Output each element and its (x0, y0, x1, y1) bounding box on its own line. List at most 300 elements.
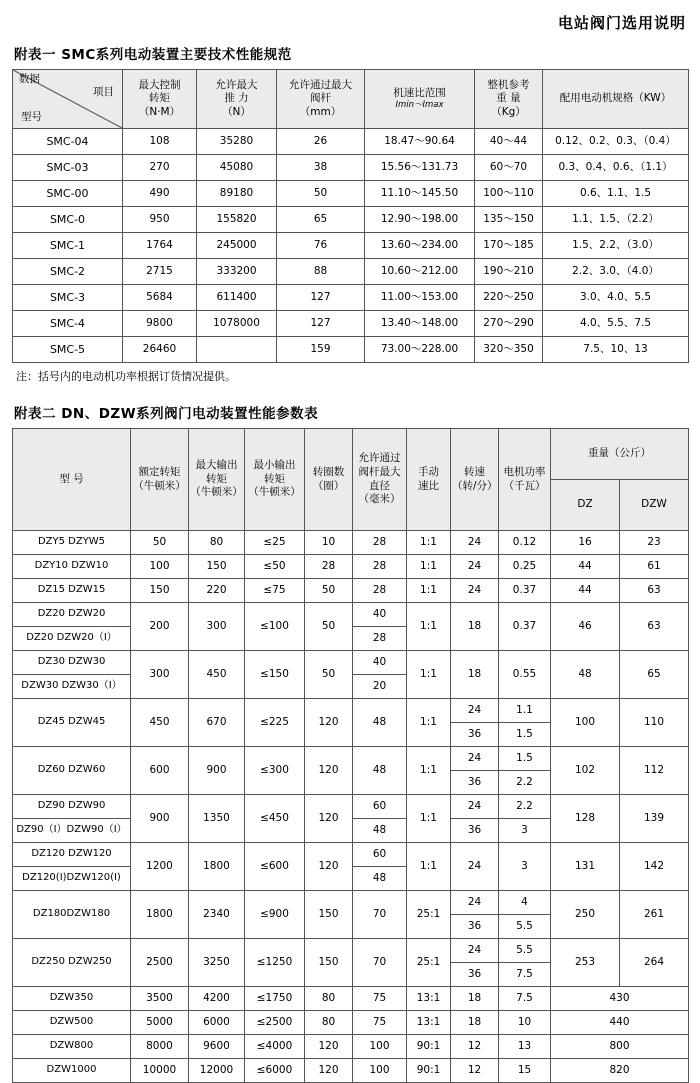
table-row (13, 939, 689, 963)
table2-header-row (13, 429, 689, 480)
cell-stem: 40 (353, 651, 407, 675)
cell-weight: 60～70 (475, 155, 543, 181)
cell-turns: 120 (305, 699, 353, 747)
cell-weight-dz: 44 (551, 555, 620, 579)
cell-weight-dzw: 65 (620, 651, 689, 699)
cell-min-out: ≤4000 (245, 1035, 305, 1059)
table1-caption: 附表一 SMC系列电动装置主要技术性能规范 (14, 47, 292, 63)
cell-power: 1.5 (499, 747, 551, 771)
cell-weight-dzw: 61 (620, 555, 689, 579)
cell-stem: 100 (353, 1059, 407, 1083)
cell-weight-dz: 128 (551, 795, 620, 843)
cell-model: DZW1000 (13, 1059, 131, 1083)
cell-power: 7.5 (499, 963, 551, 987)
cell-turns: 50 (305, 603, 353, 651)
header-line: 允许通过最大 (289, 78, 352, 91)
cell-manual: 90:1 (407, 1035, 451, 1059)
cell-model: DZ30 DZW30 (13, 651, 131, 675)
cell-model-variant: DZW30 DZW30（Ⅰ） (13, 675, 131, 699)
cell-model: SMC-5 (13, 337, 123, 363)
cell-max-out: 670 (189, 699, 245, 747)
table-row (13, 843, 689, 867)
cell-motor: 7.5、10、13 (543, 337, 689, 363)
table-row (13, 285, 689, 311)
cell-motor: 0.6、1.1、1.5 (543, 181, 689, 207)
cell-rated: 900 (131, 795, 189, 843)
cell-weight-dz: 131 (551, 843, 620, 891)
cell-rated: 1800 (131, 891, 189, 939)
cell-turns: 150 (305, 939, 353, 987)
cell-model-variant: DZ90（Ⅰ）DZW90（Ⅰ） (13, 819, 131, 843)
cell-min-out: ≤150 (245, 651, 305, 699)
cell-turns: 28 (305, 555, 353, 579)
cell-speed: 12 (451, 1059, 499, 1083)
table-row (13, 181, 689, 207)
cell-model: SMC-3 (13, 285, 123, 311)
cell-weight-dz: 16 (551, 531, 620, 555)
cell-model: DZW500 (13, 1011, 131, 1035)
cell-rated: 3500 (131, 987, 189, 1011)
cell-weight-dz: 46 (551, 603, 620, 651)
cell-model: DZ90 DZW90 (13, 795, 131, 819)
cell-speed: 12 (451, 1035, 499, 1059)
cell-max-out: 900 (189, 747, 245, 795)
cell-stem: 38 (277, 155, 365, 181)
header-line: （N·M） (138, 105, 181, 118)
cell-motor: 2.2、3.0、（4.0） (543, 259, 689, 285)
table2-col-min-output (245, 429, 305, 531)
cell-stem: 75 (353, 987, 407, 1011)
cell-power: 0.55 (499, 651, 551, 699)
cell-speed: 24 (451, 531, 499, 555)
corner-data-label: 数据 (19, 73, 40, 85)
cell-power: 15 (499, 1059, 551, 1083)
table1-col-weight (475, 70, 543, 129)
header-line: 阀杆最大 (358, 465, 401, 478)
cell-stem: 48 (353, 699, 407, 747)
cell-weight: 40～44 (475, 129, 543, 155)
cell-model: DZW800 (13, 1035, 131, 1059)
cell-speed: 10.60～212.00 (365, 259, 475, 285)
cell-model: DZW350 (13, 987, 131, 1011)
cell-speed: 36 (451, 771, 499, 795)
table-row (13, 651, 689, 675)
cell-thrust: 155820 (197, 207, 277, 233)
cell-thrust: 333200 (197, 259, 277, 285)
cell-weight-dz: 44 (551, 579, 620, 603)
cell-turns: 50 (305, 651, 353, 699)
cell-weight-dzw: 23 (620, 531, 689, 555)
cell-power: 3 (499, 843, 551, 891)
header-line: 直径 (369, 479, 390, 492)
cell-min-out: ≤6000 (245, 1059, 305, 1083)
cell-manual: 1:1 (407, 747, 451, 795)
cell-min-out: ≤900 (245, 891, 305, 939)
header-line: 推 力 (224, 92, 249, 105)
cell-rated: 100 (131, 555, 189, 579)
header-line: 电机功率 (503, 465, 546, 478)
cell-max-out: 9600 (189, 1035, 245, 1059)
cell-weight: 170～185 (475, 233, 543, 259)
cell-torque: 490 (123, 181, 197, 207)
cell-manual: 1:1 (407, 795, 451, 843)
cell-motor: 4.0、5.5、7.5 (543, 311, 689, 337)
cell-speed: 13.60～234.00 (365, 233, 475, 259)
cell-stem: 100 (353, 1035, 407, 1059)
cell-thrust: 611400 (197, 285, 277, 311)
cell-weight-dz: 253 (551, 939, 620, 987)
header-line: 最大控制 (138, 78, 181, 91)
cell-min-out: ≤1750 (245, 987, 305, 1011)
cell-max-out: 12000 (189, 1059, 245, 1083)
table-row (13, 1011, 689, 1035)
table-row (13, 155, 689, 181)
cell-power: 13 (499, 1035, 551, 1059)
cell-manual: 1:1 (407, 843, 451, 891)
cell-model: DZY5 DZYW5 (13, 531, 131, 555)
cell-rated: 600 (131, 747, 189, 795)
cell-max-out: 4200 (189, 987, 245, 1011)
cell-speed: 12.90～198.00 (365, 207, 475, 233)
table1-col-thrust (197, 70, 277, 129)
table-row (13, 129, 689, 155)
cell-torque: 108 (123, 129, 197, 155)
table-row (13, 259, 689, 285)
cell-min-out: ≤75 (245, 579, 305, 603)
cell-speed: 36 (451, 915, 499, 939)
header-line: （千瓦） (503, 479, 546, 492)
cell-max-out: 300 (189, 603, 245, 651)
cell-model-variant: DZ20 DZW20（Ⅰ） (13, 627, 131, 651)
cell-turns: 80 (305, 987, 353, 1011)
table2-col-speed (451, 429, 499, 531)
table1-col-speed (365, 70, 475, 129)
header-line: 允许通过 (358, 452, 401, 465)
table2-col-rated-torque (131, 429, 189, 531)
cell-model: SMC-04 (13, 129, 123, 155)
cell-speed: 18 (451, 1011, 499, 1035)
cell-torque: 9800 (123, 311, 197, 337)
cell-speed: 18 (451, 987, 499, 1011)
cell-weight-combined: 440 (551, 1011, 689, 1035)
cell-torque: 270 (123, 155, 197, 181)
cell-power: 0.37 (499, 603, 551, 651)
header-line: 配用电动机规格（KW） (559, 92, 672, 105)
cell-weight: 220～250 (475, 285, 543, 311)
cell-stem: 48 (353, 747, 407, 795)
cell-stem: 127 (277, 285, 365, 311)
cell-torque: 5684 (123, 285, 197, 311)
table-row (13, 233, 689, 259)
header-line: 转圈数 (312, 465, 345, 478)
cell-speed: 36 (451, 963, 499, 987)
table-dz-dzw-params (12, 428, 689, 1083)
header-line: 阀杆 (310, 92, 331, 105)
cell-manual: 25:1 (407, 891, 451, 939)
table1-note: 注：括号内的电动机功率根据订货情况提供。 (16, 370, 236, 383)
cell-speed: 24 (451, 555, 499, 579)
table-row (13, 579, 689, 603)
table2-col-stem (353, 429, 407, 531)
table1-body (13, 129, 689, 363)
header-line: 转矩 (264, 472, 285, 485)
cell-weight-dz: 250 (551, 891, 620, 939)
cell-stem: 70 (353, 939, 407, 987)
cell-rated: 5000 (131, 1011, 189, 1035)
header-line: （转/分） (452, 479, 498, 492)
table2-body (13, 531, 689, 1083)
cell-rated: 300 (131, 651, 189, 699)
cell-speed: 24 (451, 795, 499, 819)
cell-weight-dzw: 112 (620, 747, 689, 795)
corner-item-label: 项目 (93, 86, 114, 98)
table-smc-specs (12, 69, 689, 363)
cell-stem: 48 (353, 867, 407, 891)
cell-stem: 28 (353, 579, 407, 603)
cell-stem: 28 (353, 555, 407, 579)
cell-min-out: ≤600 (245, 843, 305, 891)
table-row (13, 1059, 689, 1083)
document-header: 电站阀门选用说明 (557, 14, 686, 32)
table-row (13, 207, 689, 233)
header-line: 转矩 (149, 92, 170, 105)
cell-rated: 8000 (131, 1035, 189, 1059)
cell-model: SMC-2 (13, 259, 123, 285)
cell-torque: 1764 (123, 233, 197, 259)
cell-weight: 190～210 (475, 259, 543, 285)
cell-manual: 90:1 (407, 1059, 451, 1083)
cell-power: 0.25 (499, 555, 551, 579)
cell-stem: 48 (353, 819, 407, 843)
cell-power: 5.5 (499, 939, 551, 963)
cell-stem: 75 (353, 1011, 407, 1035)
table1-col-motor (543, 70, 689, 129)
cell-thrust: 1078000 (197, 311, 277, 337)
cell-min-out: ≤25 (245, 531, 305, 555)
header-line: 最大输出 (195, 459, 238, 472)
cell-weight-dzw: 63 (620, 579, 689, 603)
cell-manual: 1:1 (407, 579, 451, 603)
cell-thrust: 245000 (197, 233, 277, 259)
cell-power: 7.5 (499, 987, 551, 1011)
table2-col-turns (305, 429, 353, 531)
cell-power: 2.2 (499, 795, 551, 819)
cell-stem: 65 (277, 207, 365, 233)
cell-motor: 0.3、0.4、0.6、（1.1） (543, 155, 689, 181)
cell-manual: 25:1 (407, 939, 451, 987)
cell-turns: 80 (305, 1011, 353, 1035)
cell-max-out: 2340 (189, 891, 245, 939)
table-row (13, 987, 689, 1011)
table1-col-stem (277, 70, 365, 129)
cell-max-out: 80 (189, 531, 245, 555)
cell-stem: 60 (353, 843, 407, 867)
cell-motor: 1.5、2.2、（3.0） (543, 233, 689, 259)
cell-power: 10 (499, 1011, 551, 1035)
cell-stem: 26 (277, 129, 365, 155)
cell-speed: 36 (451, 819, 499, 843)
cell-speed: 24 (451, 699, 499, 723)
table1-header-row (13, 70, 689, 129)
cell-stem: 40 (353, 603, 407, 627)
cell-stem: 70 (353, 891, 407, 939)
cell-model: SMC-03 (13, 155, 123, 181)
header-line: （牛顿米） (190, 486, 243, 499)
cell-model: DZY10 DZW10 (13, 555, 131, 579)
cell-torque: 950 (123, 207, 197, 233)
cell-max-out: 1350 (189, 795, 245, 843)
cell-model: DZ60 DZW60 (13, 747, 131, 795)
header-line: 额定转矩 (138, 465, 181, 478)
header-line: （毫米） (358, 493, 401, 506)
cell-manual: 13:1 (407, 987, 451, 1011)
cell-rated: 50 (131, 531, 189, 555)
cell-power: 0.37 (499, 579, 551, 603)
cell-model: DZ45 DZW45 (13, 699, 131, 747)
cell-manual: 1:1 (407, 699, 451, 747)
cell-stem: 60 (353, 795, 407, 819)
cell-thrust: 35280 (197, 129, 277, 155)
cell-stem: 20 (353, 675, 407, 699)
header-line: 重 量 (496, 92, 521, 105)
cell-model: SMC-1 (13, 233, 123, 259)
table-row (13, 699, 689, 723)
cell-speed: 18 (451, 651, 499, 699)
header-line: 速比 (418, 479, 439, 492)
cell-power: 4 (499, 891, 551, 915)
cell-rated: 450 (131, 699, 189, 747)
cell-model: DZ20 DZW20 (13, 603, 131, 627)
table-row (13, 747, 689, 771)
cell-model: SMC-00 (13, 181, 123, 207)
cell-stem: 28 (353, 531, 407, 555)
cell-power: 3 (499, 819, 551, 843)
cell-weight-combined: 800 (551, 1035, 689, 1059)
cell-speed: 11.00～153.00 (365, 285, 475, 311)
cell-weight-dz: 48 (551, 651, 620, 699)
cell-weight-dz: 102 (551, 747, 620, 795)
table-row (13, 1035, 689, 1059)
cell-turns: 150 (305, 891, 353, 939)
cell-speed: 13.40～148.00 (365, 311, 475, 337)
cell-model: SMC-4 (13, 311, 123, 337)
cell-power: 1.1 (499, 699, 551, 723)
header-line: （mm） (299, 105, 342, 118)
table2-col-weight-dzw: DZW (620, 480, 689, 531)
cell-speed: 24 (451, 939, 499, 963)
cell-motor: 1.1、1.5、（2.2） (543, 207, 689, 233)
table2-caption: 附表二 DN、DZW系列阀门电动装置性能参数表 (14, 406, 319, 422)
cell-speed: 15.56～131.73 (365, 155, 475, 181)
cell-speed: 36 (451, 723, 499, 747)
cell-weight-dz: 100 (551, 699, 620, 747)
cell-power: 5.5 (499, 915, 551, 939)
cell-model: DZ250 DZW250 (13, 939, 131, 987)
cell-weight-dzw: 261 (620, 891, 689, 939)
cell-rated: 1200 (131, 843, 189, 891)
cell-turns: 120 (305, 1059, 353, 1083)
table-row (13, 795, 689, 819)
cell-speed: 73.00～228.00 (365, 337, 475, 363)
cell-weight-dzw: 110 (620, 699, 689, 747)
cell-max-out: 6000 (189, 1011, 245, 1035)
cell-speed: 18.47～90.64 (365, 129, 475, 155)
table2-col-manual-ratio (407, 429, 451, 531)
cell-turns: 50 (305, 579, 353, 603)
cell-weight: 100～110 (475, 181, 543, 207)
header-line: 转矩 (206, 472, 227, 485)
table-row (13, 555, 689, 579)
cell-max-out: 220 (189, 579, 245, 603)
cell-min-out: ≤50 (245, 555, 305, 579)
cell-turns: 120 (305, 795, 353, 843)
cell-manual: 1:1 (407, 531, 451, 555)
cell-min-out: ≤100 (245, 603, 305, 651)
cell-model: DZ15 DZW15 (13, 579, 131, 603)
cell-stem: 76 (277, 233, 365, 259)
cell-weight-dzw: 63 (620, 603, 689, 651)
cell-model: DZ180DZW180 (13, 891, 131, 939)
cell-min-out: ≤1250 (245, 939, 305, 987)
corner-model-label: 型号 (21, 111, 42, 124)
table-row (13, 337, 689, 363)
table-row (13, 603, 689, 627)
table1-corner-cell (13, 70, 123, 129)
header-line: （牛顿米） (248, 486, 301, 499)
cell-stem: 28 (353, 627, 407, 651)
cell-stem: 88 (277, 259, 365, 285)
cell-weight-combined: 820 (551, 1059, 689, 1083)
cell-speed: 24 (451, 579, 499, 603)
cell-turns: 120 (305, 747, 353, 795)
cell-weight-dzw: 142 (620, 843, 689, 891)
header-line: （圈） (312, 479, 345, 492)
cell-manual: 13:1 (407, 1011, 451, 1035)
header-line: （牛顿米） (133, 479, 186, 492)
cell-model-variant: DZ120(Ⅰ)DZW120(Ⅰ) (13, 867, 131, 891)
table2-col-weight-dz: DZ (551, 480, 620, 531)
cell-min-out: ≤450 (245, 795, 305, 843)
table2-col-max-output (189, 429, 245, 531)
cell-manual: 1:1 (407, 555, 451, 579)
header-line: （Kg） (491, 105, 526, 118)
cell-turns: 120 (305, 1035, 353, 1059)
cell-max-out: 3250 (189, 939, 245, 987)
header-line: 整机参考 (487, 78, 530, 91)
cell-torque: 26460 (123, 337, 197, 363)
cell-thrust (197, 337, 277, 363)
cell-rated: 10000 (131, 1059, 189, 1083)
cell-weight: 135～150 (475, 207, 543, 233)
header-line: 手动 (418, 465, 439, 478)
cell-motor: 0.12、0.2、0.3、（0.4） (543, 129, 689, 155)
cell-max-out: 150 (189, 555, 245, 579)
cell-rated: 200 (131, 603, 189, 651)
header-line: 允许最大 (215, 78, 258, 91)
cell-min-out: ≤225 (245, 699, 305, 747)
cell-turns: 10 (305, 531, 353, 555)
table2-col-model: 型 号 (13, 429, 131, 531)
cell-speed: 11.10～145.50 (365, 181, 475, 207)
table2-col-weight: 重量（公斤） (551, 429, 689, 480)
cell-weight-dzw: 139 (620, 795, 689, 843)
cell-stem: 127 (277, 311, 365, 337)
table2-col-power (499, 429, 551, 531)
header-line: Imin～Imax (395, 100, 444, 111)
cell-max-out: 1800 (189, 843, 245, 891)
header-line: 机速比范围 (393, 86, 446, 99)
cell-manual: 1:1 (407, 603, 451, 651)
